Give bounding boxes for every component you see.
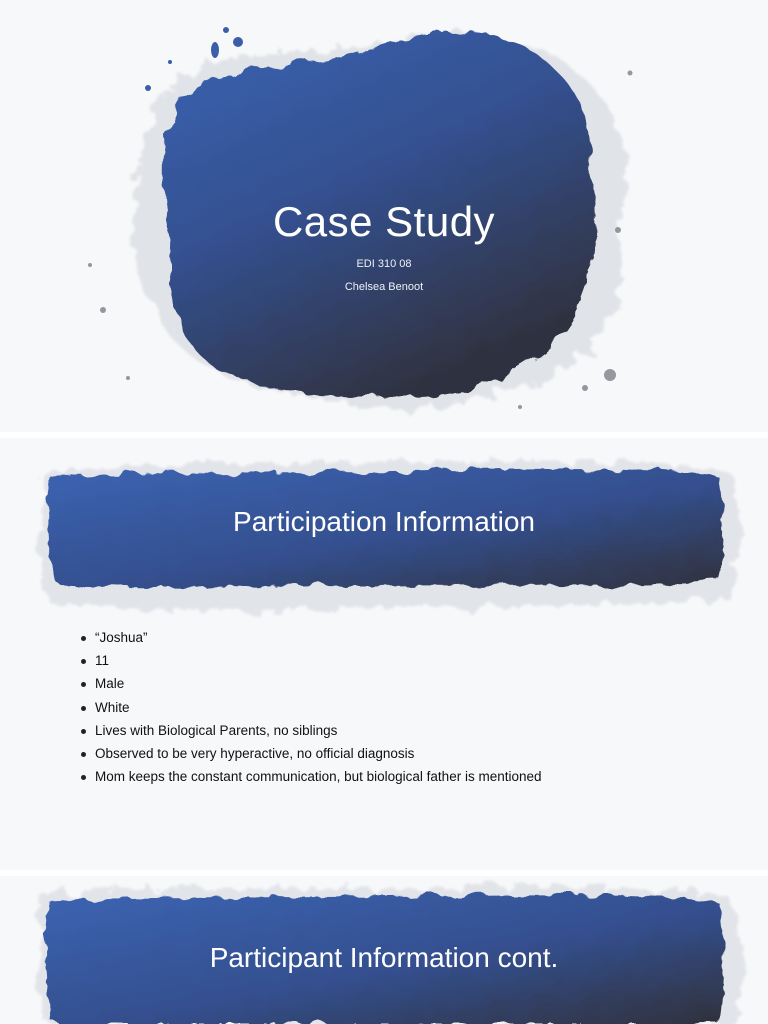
slide-participation-info (0, 438, 768, 870)
slide-heading: Participation Information (233, 506, 535, 537)
course-code: EDI 310 08 (356, 258, 412, 270)
list-item: Male (80, 672, 542, 695)
list-item: Lives with Biological Parents, no siblings (80, 719, 542, 742)
list-item: Observed to be very hyperactive, no official diagnosis (80, 742, 542, 765)
slide-title (0, 0, 768, 432)
list-item: “Joshua” (80, 626, 542, 649)
bullet-list (80, 626, 542, 788)
slide-title-text: Case Study (272, 198, 496, 245)
list-item: White (80, 696, 542, 719)
slide-heading: Participant Information cont. (209, 942, 559, 973)
list-item: Mom keeps the constant communication, but biological father is mentioned (80, 765, 542, 788)
list-item: 11 (80, 649, 542, 672)
author-name: Chelsea Benoot (344, 281, 424, 293)
slide-participant-info-cont (0, 876, 768, 1024)
